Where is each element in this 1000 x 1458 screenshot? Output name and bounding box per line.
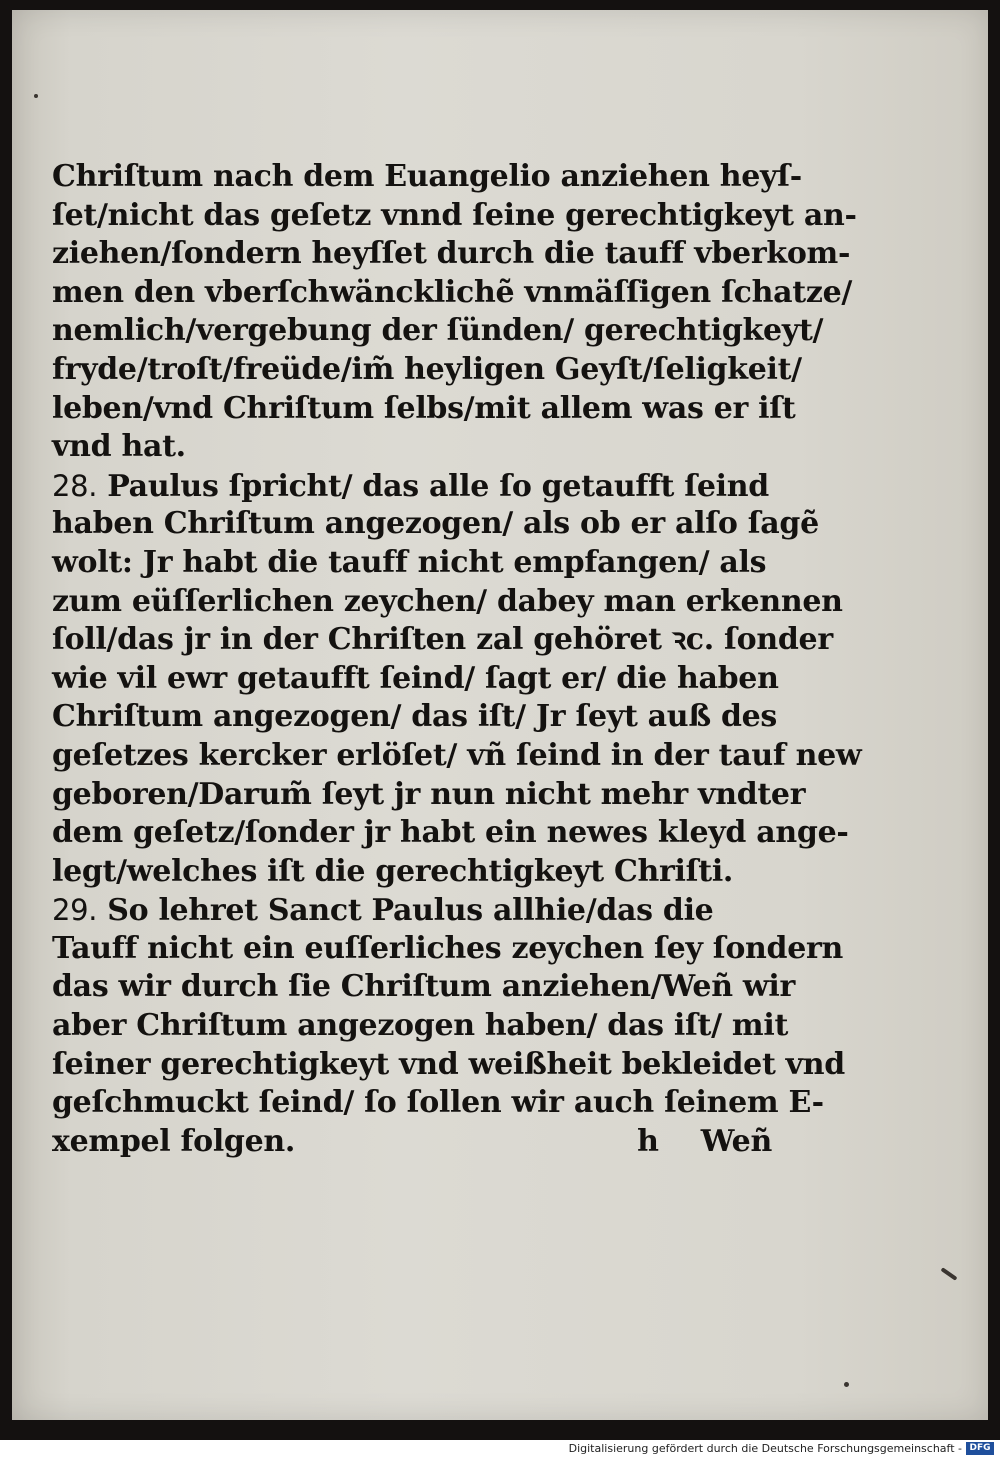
text-line: Tauff nicht ein euſſerliches zeychen ſey ſondern — [52, 930, 844, 966]
text-line: Paulus ſpricht/ das alle ſo getaufft ſeind — [107, 468, 769, 504]
text-line: nemlich/vergebung der ſünden/ gerechtigkeyt/ — [52, 313, 824, 349]
text-line: geſetzes kercker erlöſet/ vñ ſeind in der tauf new — [52, 737, 862, 773]
page-text — [52, 158, 862, 1161]
catchword: Weñ — [700, 1123, 772, 1159]
footer-credit: Digitalisierung gefördert durch die Deutsche Forschungsgemeinschaft - — [568, 1442, 962, 1455]
text-line: ziehen/ſondern heyſſet durch die tauff vberkom- — [52, 236, 851, 272]
text-line: ſet/nicht das geſetz vnnd ſeine gerechtigkeyt an- — [52, 197, 857, 233]
text-line: ſoll/das jr in der Chriſten zal gehöret ꝛc. ſonder — [52, 622, 833, 658]
paragraph-number: 29. — [52, 893, 98, 928]
text-line: men den vberſchwäncklichẽ vnmäſſigen ſchatze/ — [52, 274, 853, 310]
paragraph-28-first-line — [52, 467, 772, 506]
text-line: aber Chriſtum angezogen haben/ das iſt/ mit — [52, 1008, 789, 1044]
text-line: Chriſtum angezogen/ das iſt/ Jr ſeyt auß des — [52, 699, 778, 735]
text-line: fryde/troſt/freüde/im̃ heyligen Geyſt/ſeligkeit/ — [52, 351, 802, 387]
text-line: das wir durch ſie Chriſtum anziehen/Weñ wir — [52, 969, 795, 1005]
text-line: dem geſetz/ſonder jr habt ein newes kleyd ange- — [52, 815, 849, 851]
text-line: wie vil ewr getaufft ſeind/ ſagt er/ die haben — [52, 660, 779, 696]
last-line-with-catchword — [52, 1123, 772, 1162]
digitization-footer — [0, 1440, 1000, 1458]
text-line: Chriſtum nach dem Euangelio anziehen heyſ- — [52, 159, 802, 194]
book-page — [12, 10, 988, 1420]
text-line: zum eüſſerlichen zeychen/ dabey man erkennen — [52, 583, 843, 619]
text-line: geboren/Darum̃ ſeyt jr nun nicht mehr vndter — [52, 776, 806, 812]
page-speck — [844, 1382, 849, 1387]
dfg-logo: DFG — [966, 1442, 994, 1455]
text-line: xempel folgen. — [52, 1123, 296, 1159]
page-speck — [940, 1267, 957, 1281]
text-line: haben Chriſtum angezogen/ als ob er alſo ſagẽ — [52, 506, 819, 542]
paragraph-29-first-line — [52, 891, 772, 930]
text-line: legt/welches iſt die gerechtigkeyt Chriſti. — [52, 853, 734, 889]
text-line: wolt: Jr habt die tauff nicht empfangen/ als — [52, 544, 767, 580]
page-speck — [34, 94, 38, 98]
text-line: geſchmuckt ſeind/ ſo ſollen wir auch ſeinem E- — [52, 1085, 824, 1121]
paragraph-number: 28. — [52, 468, 98, 503]
text-line: vnd hat. — [52, 429, 186, 465]
text-line: ſeiner gerechtigkeyt vnd weißheit bekleidet vnd — [52, 1046, 845, 1082]
signature-mark: h — [637, 1123, 659, 1159]
text-line: leben/vnd Chriſtum ſelbs/mit allem was er iſt — [52, 390, 796, 426]
text-line: So lehret Sanct Paulus allhie/das die — [107, 893, 714, 929]
